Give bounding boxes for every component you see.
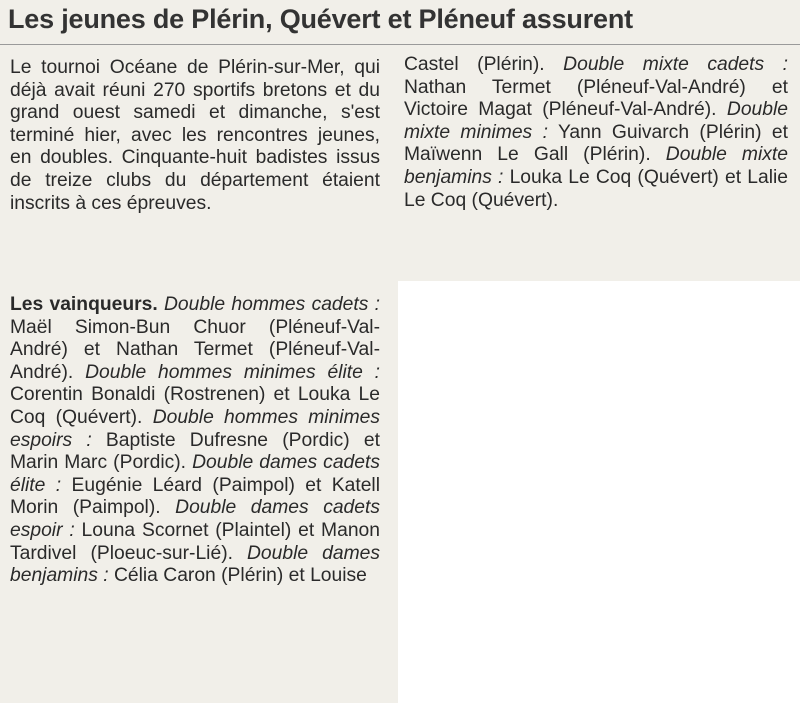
result-text: Baptiste Dufresne (Pordic) et Marin Marc (Pordic). (10, 429, 380, 474)
result-category: Double dames cadets espoir : (10, 497, 381, 541)
result-category: Double dames cadets élite : (10, 452, 380, 496)
continued-text: Castel (Plérin). (404, 54, 545, 75)
result-category: Double mixte minimes : (404, 99, 788, 143)
headline: Les jeunes de Plérin, Quévert et Pléneuf assurent (8, 4, 633, 34)
result-category: Double hommes minimes espoirs : (10, 406, 381, 451)
result-category: Double hommes minimes élite : (85, 361, 381, 383)
winners-lead: Les vainqueurs. (10, 294, 158, 315)
result-text: Louna Scornet (Plaintel) et Manon Tardivel (Ploeuc-sur-Lié). (10, 519, 381, 564)
winners-paragraph (10, 294, 380, 588)
result-text: Corentin Bonaldi (Rostrenen) et Louka Le Coq (Quévert). (10, 384, 380, 428)
result-category: Double hommes cadets : (164, 294, 380, 315)
blank-area (398, 281, 800, 703)
column-two-paragraph (404, 54, 788, 212)
result-category: Double mixte benjamins : (404, 144, 789, 188)
result-category: Double mixte cadets : (563, 54, 789, 75)
intro-paragraph: Le tournoi Océane de Plérin-sur-Mer, qui déjà avait réuni 270 sportifs bretons et du grand ouest samedi et dimanche, s'est terminé hier, avec les rencontres jeunes, en doubles. Cinquante-huit badistes issus de treize clubs du département étaient inscrits à ces épreuves. (10, 57, 380, 214)
result-text: Louka Le Coq (Quévert) et Lalie Le Coq (Quévert). (404, 166, 788, 211)
result-text: Eugénie Léard (Paimpol) et Katell Morin (Paimpol). (10, 474, 380, 519)
result-text: Maël Simon-Bun Chuor (Pléneuf-Val-André) et Nathan Termet (Pléneuf-Val-André). (10, 316, 380, 383)
result-text: Nathan Termet (Pléneuf-Val-André) et Victoire Magat (Pléneuf-Val-André). (404, 76, 788, 121)
result-text: Yann Guivarch (Plérin) et Maïwenn Le Gall (Plérin). (404, 121, 788, 166)
result-category: Double dames benjamins : (10, 542, 380, 587)
headline-rule (0, 44, 800, 45)
result-text: Célia Caron (Plérin) et Louise (113, 565, 367, 587)
